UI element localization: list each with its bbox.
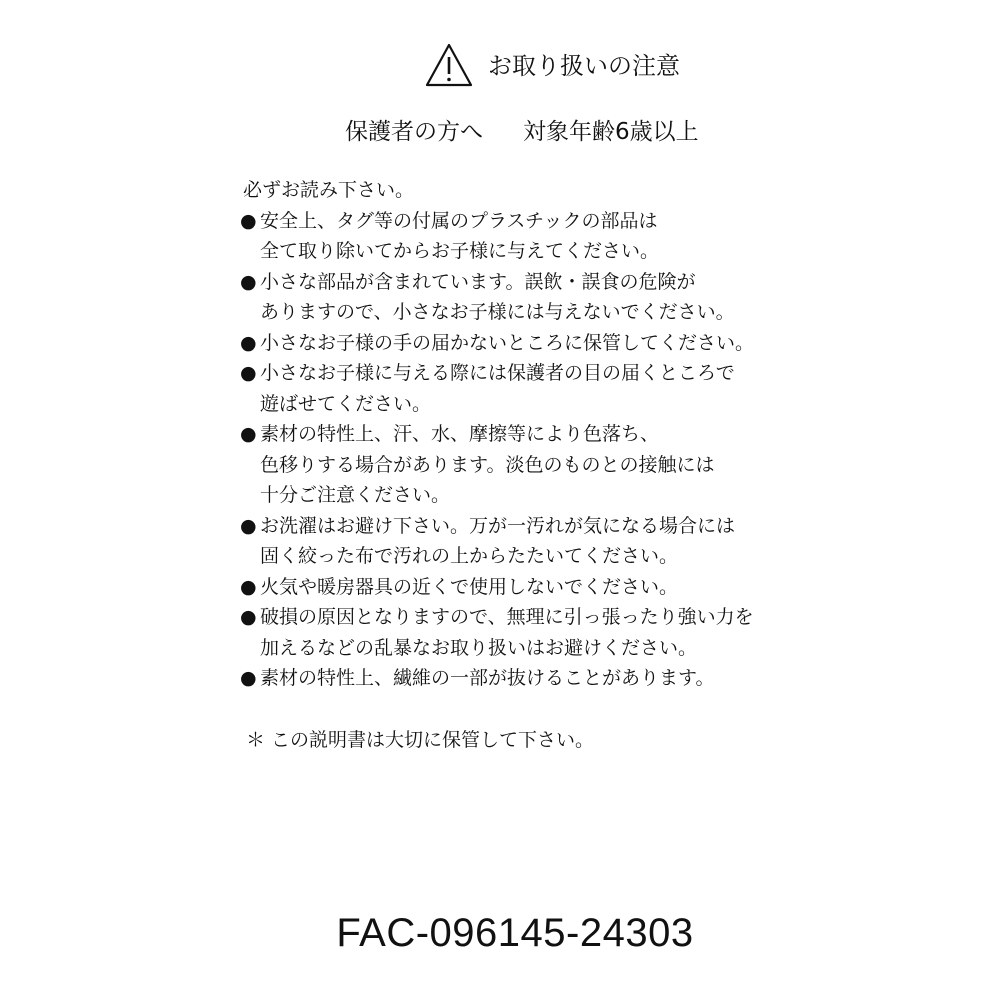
list-item-line: ありますので、小さなお子様には与えないでください。 bbox=[260, 301, 735, 323]
footnote: ＊ この説明書は大切に保管して下さい。 bbox=[246, 729, 595, 751]
list-item bbox=[238, 663, 858, 694]
list-item bbox=[238, 206, 858, 267]
bullet-icon: ● bbox=[240, 423, 257, 445]
list-item-line: 火気や暖房器具の近くで使用しないでください。 bbox=[260, 575, 679, 598]
list-item-line: 色移りする場合があります。淡色のものとの接触には bbox=[260, 453, 715, 476]
product-code: FAC-096145-24303 bbox=[336, 911, 694, 955]
subtitle bbox=[345, 115, 699, 149]
list-item-line: 遊ばせてください。 bbox=[260, 392, 432, 415]
bullet-icon: ● bbox=[240, 575, 257, 598]
list-item bbox=[238, 267, 858, 328]
list-item-line: 全て取り除いてからお子様に与えてください。 bbox=[260, 240, 660, 262]
list-item bbox=[238, 328, 858, 359]
target-age-label: 対象年齢6歳以上 bbox=[523, 119, 699, 145]
audience-label: 保護者の方へ bbox=[345, 119, 483, 145]
bullet-icon: ● bbox=[240, 514, 257, 537]
list-item bbox=[238, 358, 858, 419]
list-item bbox=[238, 511, 858, 572]
bullet-icon: ● bbox=[240, 667, 257, 689]
list-item-line: 素材の特性上、繊維の一部が抜けることがあります。 bbox=[260, 667, 715, 689]
list-item bbox=[238, 602, 858, 663]
list-item-line: 加えるなどの乱暴なお取り扱いはお避けください。 bbox=[260, 636, 698, 659]
header bbox=[0, 40, 1000, 92]
warning-triangle-icon bbox=[424, 42, 474, 88]
list-item-line: 安全上、タグ等の付属のプラスチックの部品は bbox=[260, 209, 658, 232]
list-item-line: 十分ご注意ください。 bbox=[260, 484, 451, 506]
bullet-icon: ● bbox=[240, 209, 257, 232]
list-item-line: 小さなお子様の手の届かないところに保管してください。 bbox=[260, 331, 755, 354]
list-item-line: お洗濯はお避け下さい。万が一汚れが気になる場合には bbox=[260, 514, 736, 537]
list-item-line: 素材の特性上、汗、水、摩擦等により色落ち、 bbox=[260, 423, 660, 445]
page-title: お取り扱いの注意 bbox=[488, 52, 680, 80]
bullet-icon: ● bbox=[240, 362, 257, 384]
list-item-line: 小さな部品が含まれています。誤飲・誤食の危険が bbox=[260, 270, 696, 293]
bullet-icon: ● bbox=[240, 331, 257, 354]
list-item-line: 破損の原因となりますので、無理に引っ張ったり強い力を bbox=[260, 606, 754, 628]
notes-intro: 必ずお読み下さい。 bbox=[243, 179, 415, 201]
bullet-icon: ● bbox=[240, 270, 257, 293]
caution-notes bbox=[238, 175, 858, 694]
notes-list bbox=[238, 206, 858, 694]
list-item bbox=[238, 572, 858, 603]
list-item-line: 小さなお子様に与える際には保護者の目の届くところで bbox=[260, 362, 735, 384]
list-item bbox=[238, 419, 858, 511]
list-item-line: 固く絞った布で汚れの上からたたいてください。 bbox=[260, 545, 679, 567]
bullet-icon: ● bbox=[240, 606, 257, 628]
